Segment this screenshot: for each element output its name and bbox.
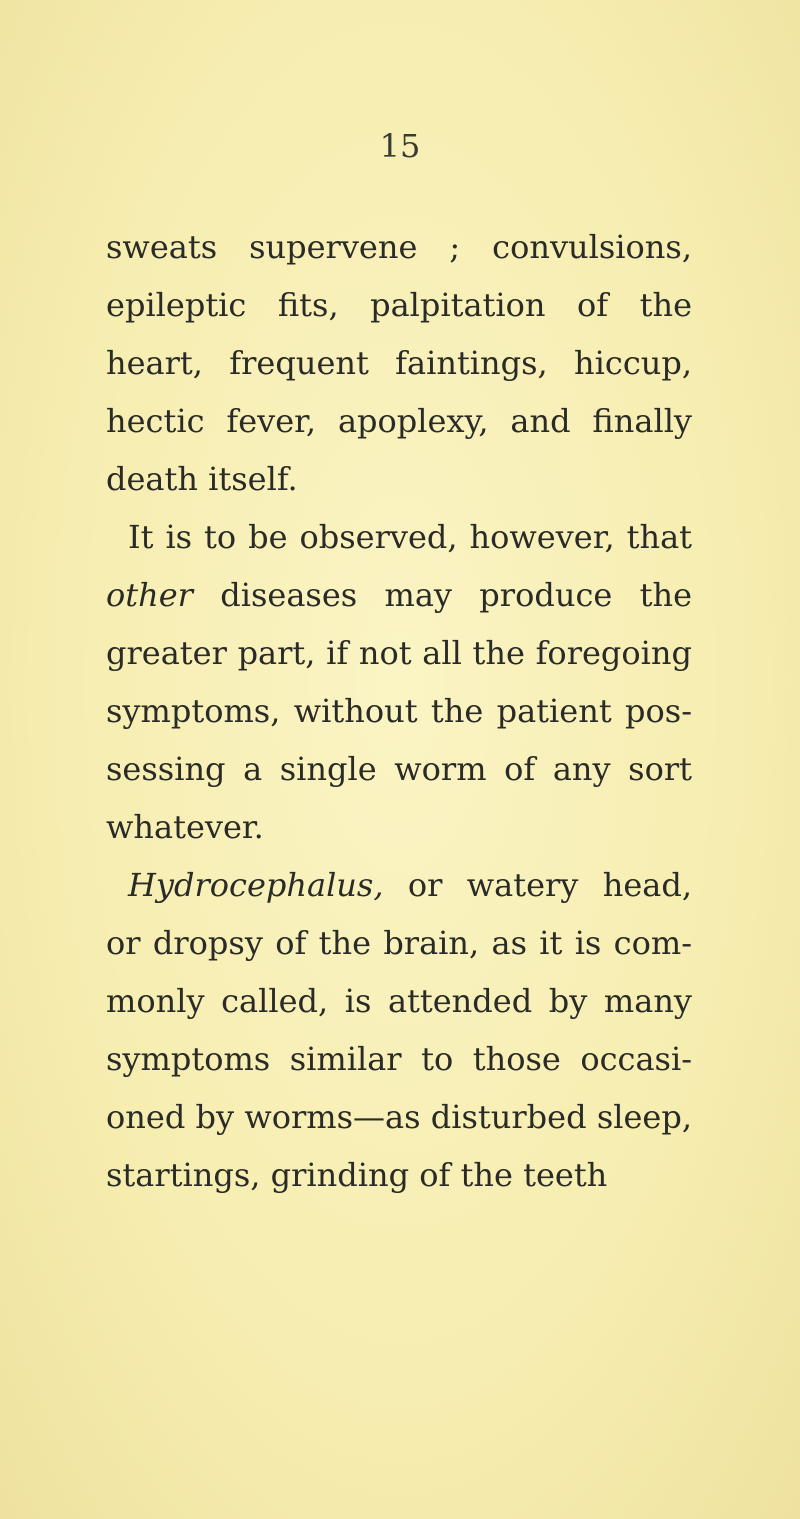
- text-line: sweats supervene ; convulsions,: [106, 228, 692, 266]
- text-line: heart, frequent faintings, hiccup,: [106, 344, 692, 382]
- text-line: oned by worms—as disturbed sleep,: [106, 1098, 692, 1136]
- text-line: greater part, if not all the foregoing: [106, 634, 692, 672]
- text-line: startings, grinding of the teeth: [106, 1156, 608, 1194]
- text-line: epileptic fits, palpitation of the: [106, 286, 692, 324]
- text-line: or dropsy of the brain, as it is com-: [106, 924, 692, 962]
- text-line-rest: or watery head,: [383, 866, 692, 904]
- text-line: symptoms similar to those occasi-: [106, 1040, 692, 1078]
- text-line: It is to be observed, however, that: [128, 518, 692, 556]
- page-number: 15: [379, 127, 421, 165]
- text-line-rest: diseases may produce the: [192, 576, 692, 614]
- text-line: symptoms, without the patient pos-: [106, 692, 692, 730]
- italic-word: Hydrocephalus,: [128, 866, 384, 904]
- text-line: [106, 856, 692, 914]
- body-text: [106, 218, 692, 1204]
- text-line: death itself.: [106, 460, 298, 498]
- text-line: whatever.: [106, 808, 264, 846]
- italic-word: other: [106, 576, 193, 614]
- text-line: monly called, is attended by many: [106, 982, 692, 1020]
- text-line: sessing a single worm of any sort: [106, 750, 692, 788]
- text-line: hectic fever, apoplexy, and finally: [106, 402, 692, 440]
- text-line: [106, 566, 692, 624]
